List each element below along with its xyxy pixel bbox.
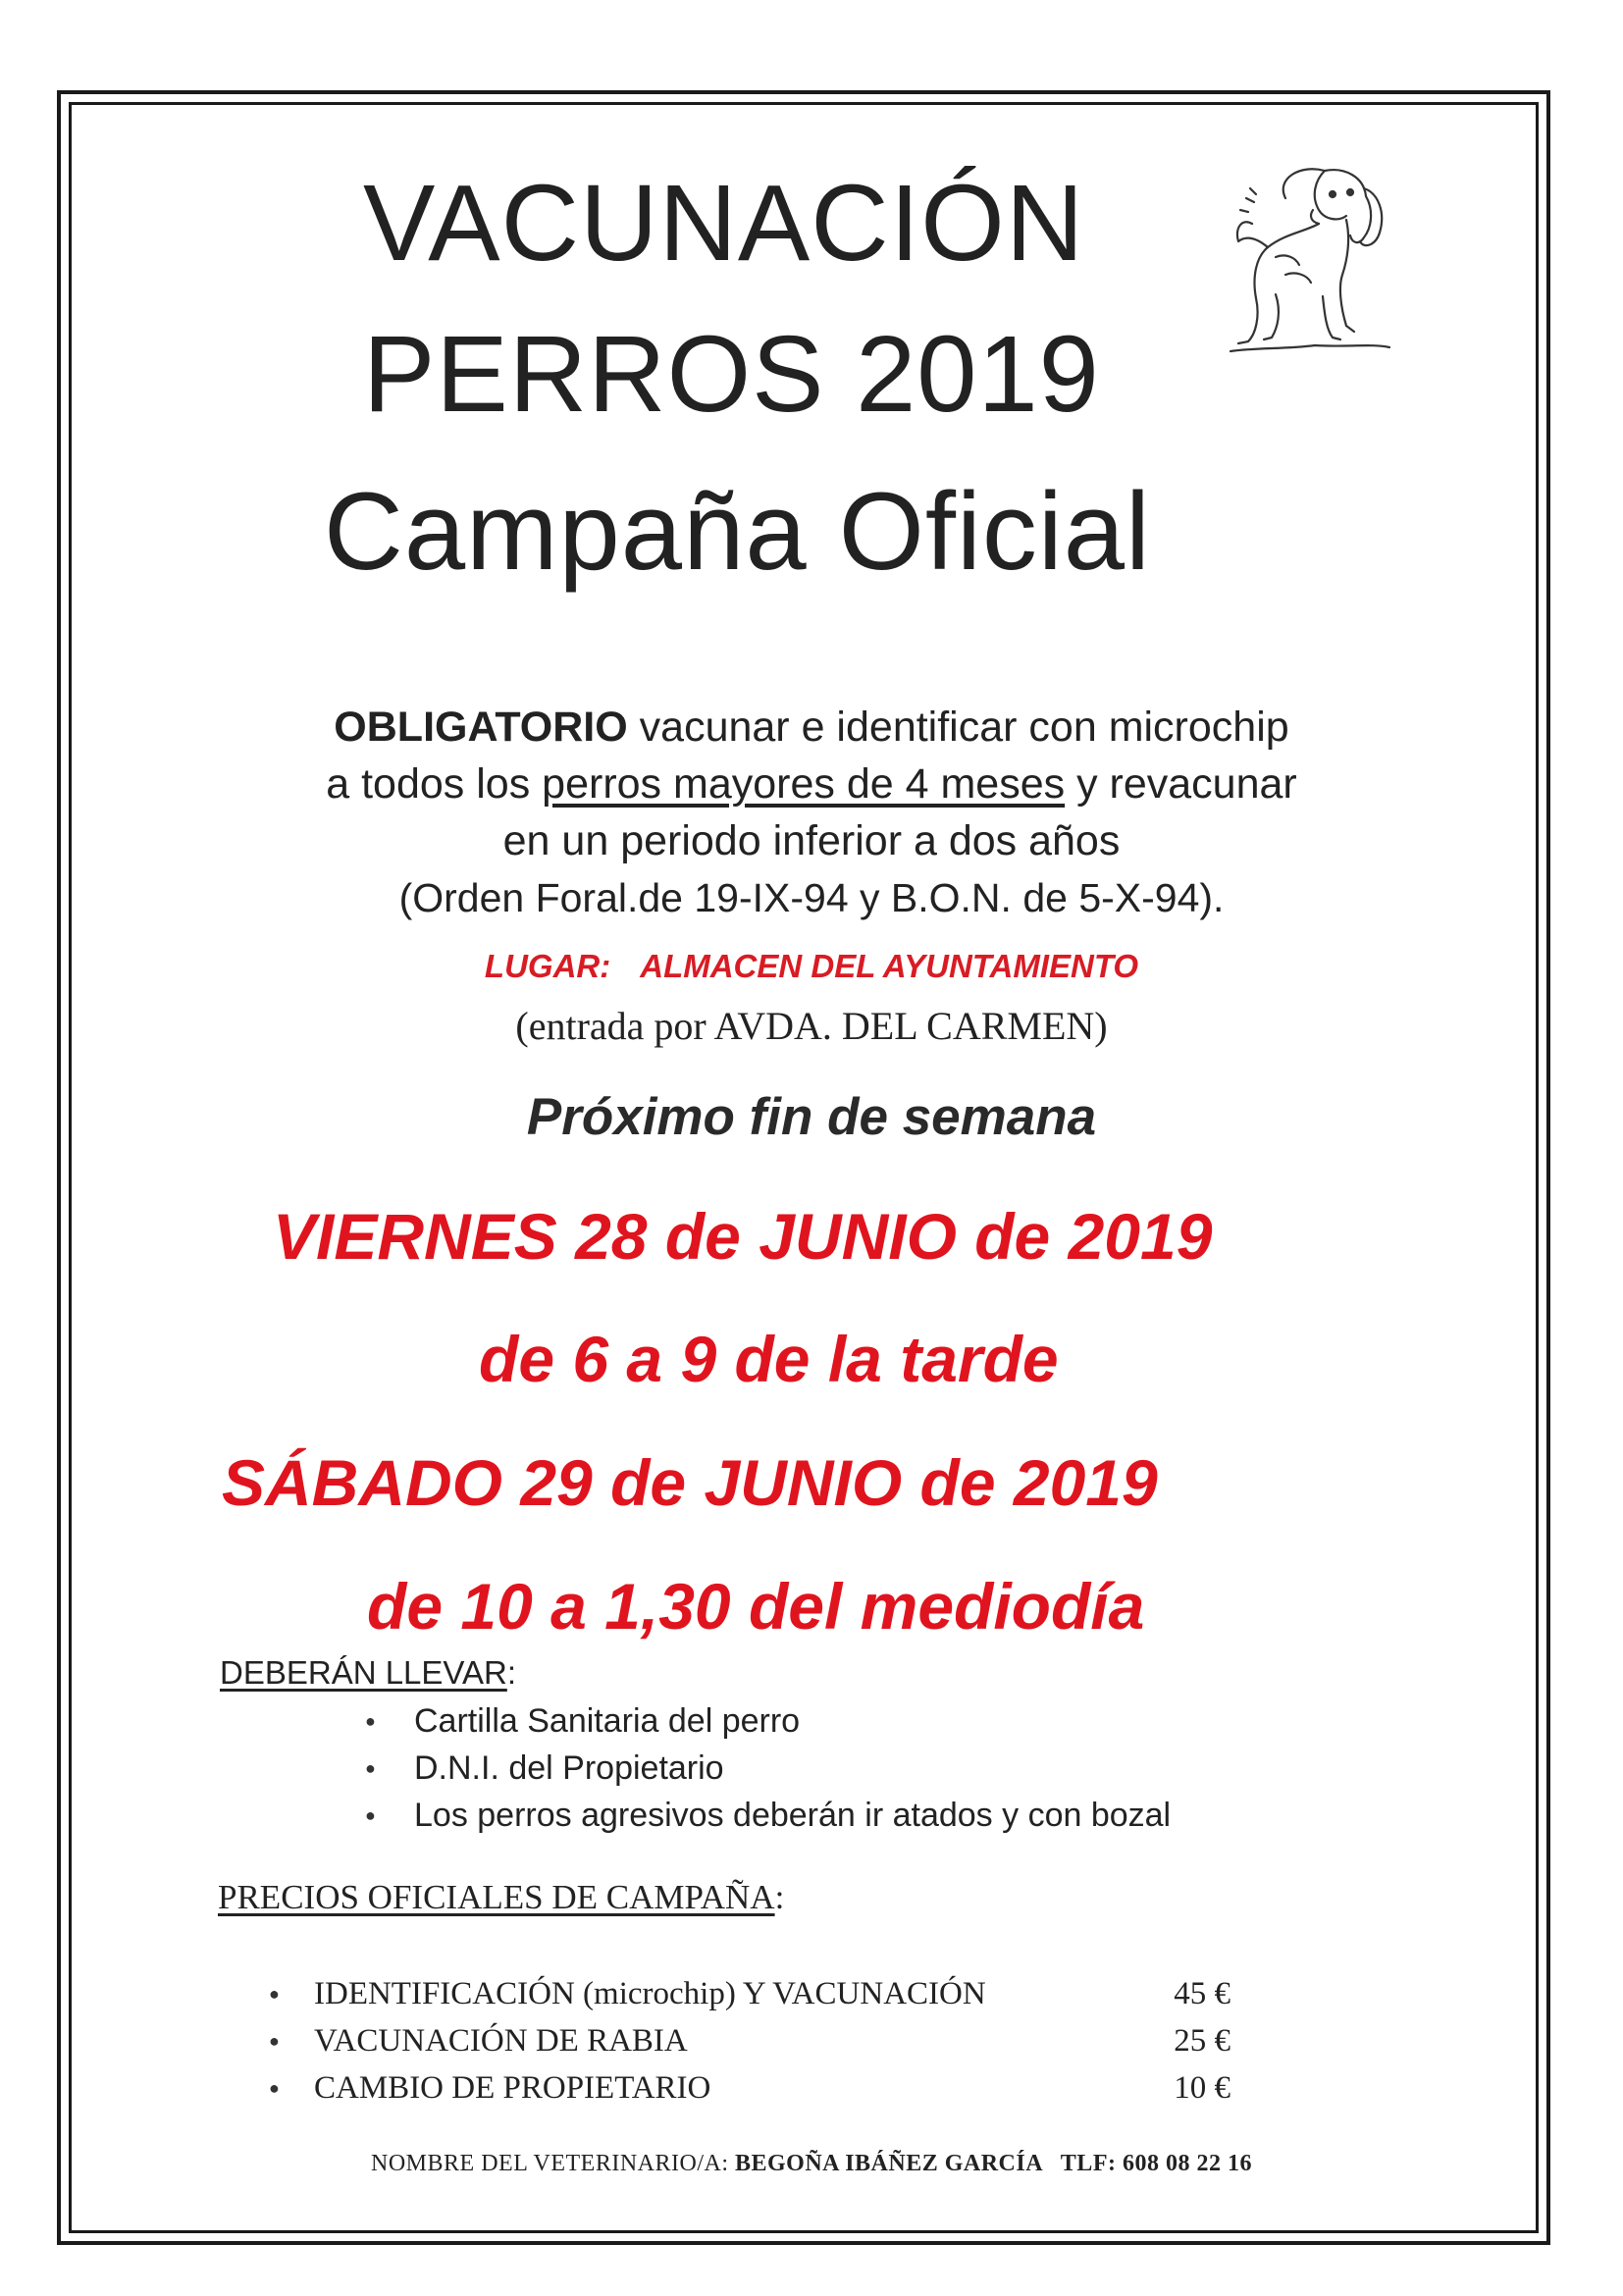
price-item-value: 25 € — [1174, 2023, 1230, 2059]
list-item: ● Los perros agresivos deberán ir atados y con bozal — [365, 1792, 1171, 1839]
veterinarian-footer — [0, 2151, 1623, 2177]
precios-heading-text: PRECIOS OFICIALES DE CAMPAÑA — [218, 1878, 775, 1916]
schedule-day-2: SÁBADO 29 de JUNIO de 2019 — [222, 1446, 1158, 1519]
deberan-heading — [220, 1654, 516, 1692]
intro-line-2-underlined: perros mayores de 4 meses — [542, 760, 1066, 808]
intro-line-1-text: vacunar e identificar con microchip — [627, 704, 1289, 751]
deberan-colon: : — [506, 1654, 516, 1691]
footer-label: NOMBRE DEL VETERINARIO/A: — [371, 2151, 735, 2176]
list-item: ● D.N.I. del Propietario — [365, 1745, 1171, 1792]
precios-heading — [218, 1878, 784, 1917]
price-item-label: VACUNACIÓN DE RABIA — [314, 2023, 688, 2059]
intro-line-2-post: y revacunar — [1065, 760, 1297, 808]
entrada-line: (entrada por AVDA. DEL CARMEN) — [515, 1004, 1108, 1048]
price-item-label: IDENTIFICACIÓN (microchip) Y VACUNACIÓN — [314, 1976, 986, 2011]
price-item — [269, 1970, 1230, 2017]
title-line-vacunacion: VACUNACIÓN — [363, 163, 1085, 284]
proximo-heading: Próximo fin de semana — [526, 1088, 1097, 1146]
schedule-day-1: VIERNES 28 de JUNIO de 2019 — [273, 1200, 1213, 1273]
title-line-perros: PERROS 2019 — [363, 314, 1100, 435]
lugar-line — [0, 948, 1623, 985]
deberan-heading-text: DEBERÁN LLEVAR — [220, 1654, 507, 1691]
schedule-time-1: de 6 a 9 de la tarde — [479, 1323, 1059, 1395]
lugar-label: LUGAR: — [484, 948, 611, 984]
precios-list — [269, 1970, 1230, 2112]
list-item: ● Cartilla Sanitaria del perro — [365, 1697, 1171, 1745]
lugar-value: ALMACEN DEL AYUNTAMIENTO — [640, 948, 1139, 984]
intro-line-2 — [0, 756, 1623, 812]
deberan-list — [365, 1697, 1171, 1839]
price-item-label: CAMBIO DE PROPIETARIO — [314, 2070, 711, 2106]
intro-line-1 — [0, 699, 1623, 756]
footer-tel-label: TLF: — [1041, 2151, 1123, 2176]
intro-line-3: en un periodo inferior a dos años — [502, 817, 1121, 864]
schedule-time-2: de 10 a 1,30 del mediodía — [367, 1570, 1145, 1643]
obligatorio-label: OBLIGATORIO — [334, 704, 628, 751]
footer-name: BEGOÑA IBÁÑEZ GARCÍA — [735, 2151, 1042, 2176]
price-item-value: 10 € — [1174, 2070, 1230, 2106]
intro-line-2-pre: a todos los — [326, 760, 543, 808]
footer-tel: 608 08 22 16 — [1122, 2151, 1252, 2176]
price-item — [269, 2064, 1230, 2112]
price-item-value: 45 € — [1174, 1976, 1230, 2011]
precios-colon: : — [774, 1878, 785, 1916]
title-line-campana: Campaña Oficial — [324, 470, 1151, 593]
price-item — [269, 2017, 1230, 2064]
dog-illustration-icon — [1217, 159, 1393, 365]
intro-line-4: (Orden Foral.de 19-IX-94 y B.O.N. de 5-X-94). — [398, 875, 1225, 920]
